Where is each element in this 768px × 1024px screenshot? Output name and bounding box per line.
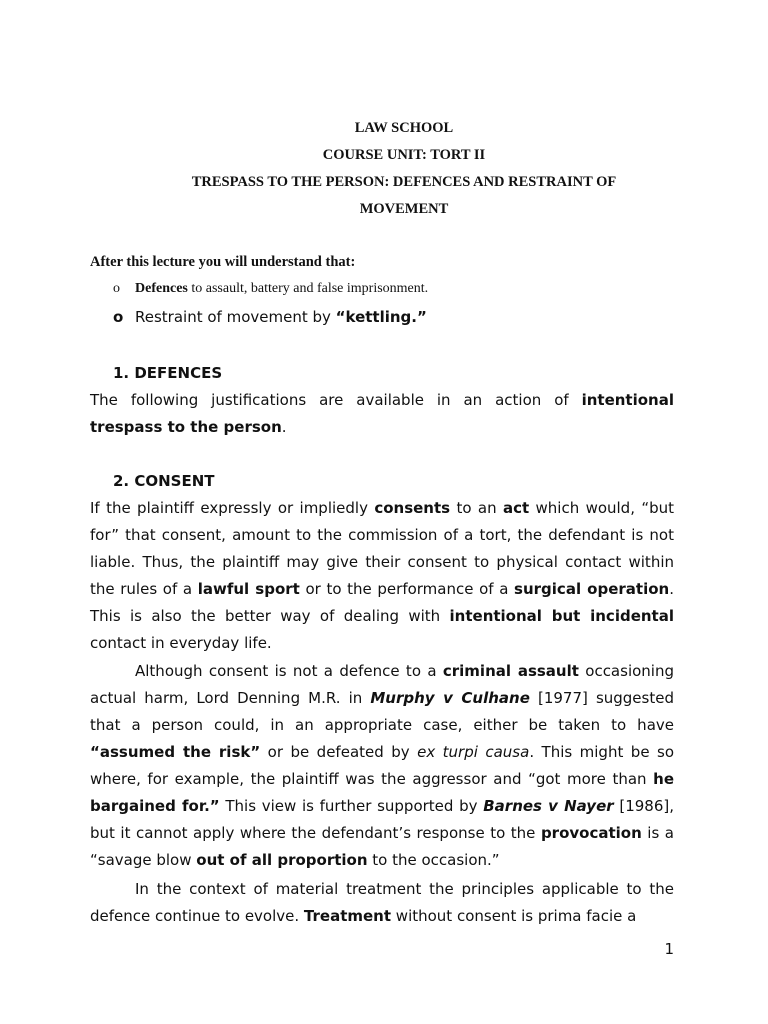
text-run: which would, “but for” that consent, amount to the commission of a tort, the defendant is not liable. Thus, the plaintiff may give their consent to physical contact within the rules of a: [90, 499, 675, 598]
lecture-title-line2: MOVEMENT: [359, 201, 449, 217]
course-unit: COURSE UNIT: TORT II: [322, 147, 486, 163]
paragraph-consent-2: [90, 658, 674, 874]
text-run: to an: [450, 499, 503, 517]
bullet-marker: o: [113, 281, 120, 296]
text-run: . This is also the better way of dealing with: [90, 580, 674, 625]
text-run: to the occasion.”: [367, 851, 500, 869]
text-run-bold: intentional but incidental: [449, 607, 674, 625]
intro-text: After this lecture you will understand that:: [90, 254, 356, 270]
text-run-bold: he bargained for.”: [90, 770, 674, 815]
section-heading-consent: 2. CONSENT: [113, 472, 215, 490]
text-run: is a “savage blow: [90, 824, 675, 869]
text-run-bold: criminal assault: [442, 662, 579, 680]
text-run: .: [281, 418, 287, 436]
text-run-italic: ex turpi causa: [417, 743, 530, 761]
text-run-bold: act: [502, 499, 530, 517]
text-run: . This might be so where, for example, the plaintiff was the aggressor and “got more than: [90, 743, 674, 788]
text-run-bold: Treatment: [303, 907, 392, 925]
lecture-title-line1: TRESPASS TO THE PERSON: DEFENCES AND RESTRAINT OF: [191, 174, 617, 190]
text-run: [1986], but it cannot apply where the defendant’s response to the: [90, 797, 674, 842]
bullet-marker: o: [113, 308, 124, 326]
school-title: LAW SCHOOL: [354, 120, 454, 136]
paragraph-defences: [90, 387, 674, 441]
text-run-bold: lawful sport: [197, 580, 300, 598]
paragraph-consent-3: [90, 876, 674, 930]
text-run-bold: “assumed the risk”: [90, 743, 261, 761]
text-run: occasioning actual harm, Lord Denning M.R. in: [90, 662, 674, 707]
text-run: In the context of material treatment the principles applicable to the defence continue to evolve.: [90, 880, 674, 925]
section-heading-defences: 1. DEFENCES: [113, 364, 223, 382]
text-run: contact in everyday life.: [90, 634, 272, 652]
list-item: [113, 281, 428, 297]
case-name: Barnes v Nayer: [483, 797, 614, 815]
bullet-text: to assault, battery and false imprisonment.: [187, 281, 429, 296]
text-run: Although consent is not a defence to a: [135, 662, 443, 680]
bullet-bold: “kettling.”: [335, 308, 427, 326]
text-run-bold: consents: [374, 499, 451, 517]
paragraph-consent-1: [90, 495, 674, 657]
text-run: This view is further supported by: [219, 797, 484, 815]
text-run: If the plaintiff expressly or impliedly: [90, 499, 375, 517]
text-run: or be defeated by: [260, 743, 418, 761]
text-run-bold: provocation: [540, 824, 642, 842]
document-header: [90, 118, 718, 226]
text-run: The following justifications are available in an action of: [90, 391, 582, 409]
page-number: 1: [664, 940, 674, 958]
text-run: [1977] suggested that a person could, in an appropriate case, either be taken to have: [90, 689, 674, 734]
text-run-bold: out of all proportion: [196, 851, 368, 869]
text-run: without consent is prima facie a: [391, 907, 637, 925]
text-run: or to the performance of a: [299, 580, 515, 598]
text-run-bold: intentional trespass to the person: [90, 391, 674, 436]
bullet-text: Restraint of movement by: [135, 308, 336, 326]
text-run-bold: surgical operation: [514, 580, 670, 598]
case-name: Murphy v Culhane: [370, 689, 530, 707]
bullet-bold: Defences: [135, 281, 188, 296]
list-item: [113, 308, 427, 326]
